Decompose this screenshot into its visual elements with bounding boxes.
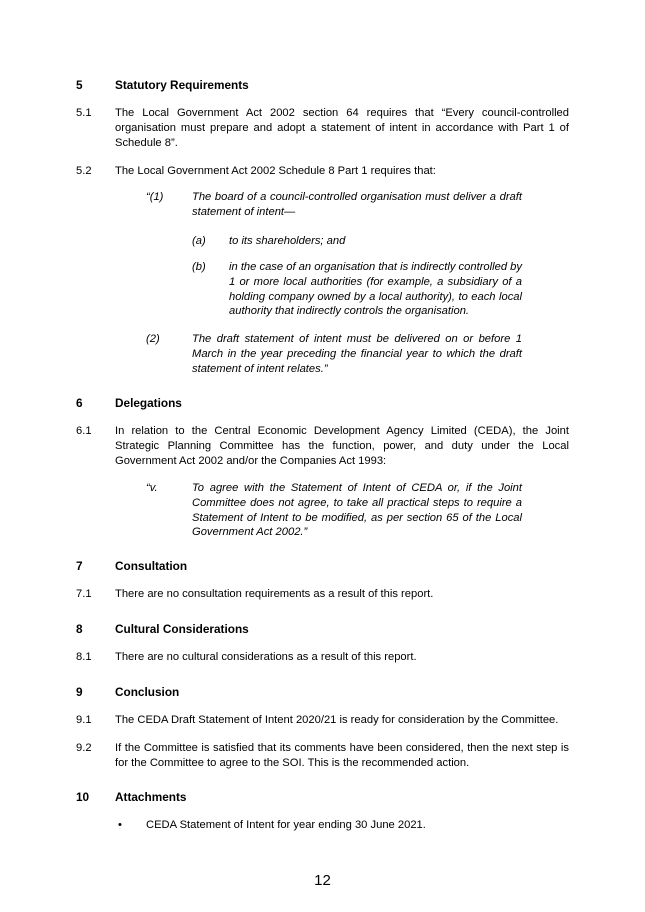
quote-subclause-text: in the case of an organisation that is indirectly controlled by 1 or more local authorities (for example, a subsidiary of a holding company owned by a local authority), to each local authority that indirectly controls the organisation.: [229, 261, 522, 318]
quote-clause-text: The board of a council-controlled organisation must deliver a draft statement of intent—: [192, 191, 522, 218]
section-heading: Delegations: [115, 396, 182, 410]
section-heading: Cultural Considerations: [115, 622, 249, 636]
section-heading: Statutory Requirements: [115, 78, 249, 92]
section-number: 10: [76, 790, 90, 804]
section-number: 7: [76, 559, 83, 573]
paragraph-number: 5.2: [76, 165, 92, 177]
paragraph-text: The Local Government Act 2002 Schedule 8 Part 1 requires that:: [115, 165, 436, 177]
quote-clause-label: (2): [146, 333, 160, 345]
quote-clause-text: To agree with the Statement of Intent of CEDA or, if the Joint Committee does not agree, to take all practical steps to require a Statement of Intent to be modified, as per section 65 of the Local Government Act 2002.”: [192, 482, 522, 539]
section-heading: Consultation: [115, 559, 188, 573]
section-number: 6: [76, 396, 83, 410]
section-number: 5: [76, 78, 83, 92]
paragraph-number: 6.1: [76, 425, 92, 437]
section-number: 8: [76, 622, 83, 636]
paragraph-number: 9.2: [76, 742, 92, 754]
paragraph-text: There are no cultural considerations as a result of this report.: [115, 651, 417, 663]
paragraph-number: 9.1: [76, 714, 92, 726]
quote-clause-label: “(1): [146, 191, 164, 203]
paragraph-number: 7.1: [76, 588, 92, 600]
quote-clause-label: “v.: [146, 482, 158, 494]
section-number: 9: [76, 685, 83, 699]
paragraph-text: There are no consultation requirements as a result of this report.: [115, 588, 434, 600]
quote-subclause-text: to its shareholders; and: [229, 235, 346, 247]
paragraph-text: The CEDA Draft Statement of Intent 2020/21 is ready for consideration by the Committee.: [115, 714, 559, 726]
paragraph-number: 8.1: [76, 651, 92, 663]
quote-subclause-label: (b): [192, 261, 206, 273]
paragraph-text: If the Committee is satisfied that its comments have been considered, then the next step is for the Committee to agree to the SOI. This is the recommended action.: [115, 742, 569, 769]
paragraph-text: In relation to the Central Economic Development Agency Limited (CEDA), the Joint Strategic Planning Committee has the function, power, and duty under the Local Government Act 2002 and/or the Companies Act 1993:: [115, 425, 569, 467]
attachment-item: CEDA Statement of Intent for year ending 30 June 2021.: [146, 819, 426, 831]
paragraph-number: 5.1: [76, 107, 92, 119]
quote-subclause-label: (a): [192, 235, 206, 247]
section-heading: Conclusion: [115, 685, 180, 699]
page-number: 12: [314, 872, 331, 889]
bullet-icon: •: [118, 819, 122, 831]
quote-clause-text: The draft statement of intent must be delivered on or before 1 March in the year preceding the financial year to which the draft statement of intent relates.”: [192, 333, 522, 375]
section-heading: Attachments: [115, 790, 187, 804]
paragraph-text: The Local Government Act 2002 section 64 requires that “Every council-controlled organisation must prepare and adopt a statement of intent in accordance with Part 1 of Schedule 8”.: [115, 107, 569, 149]
